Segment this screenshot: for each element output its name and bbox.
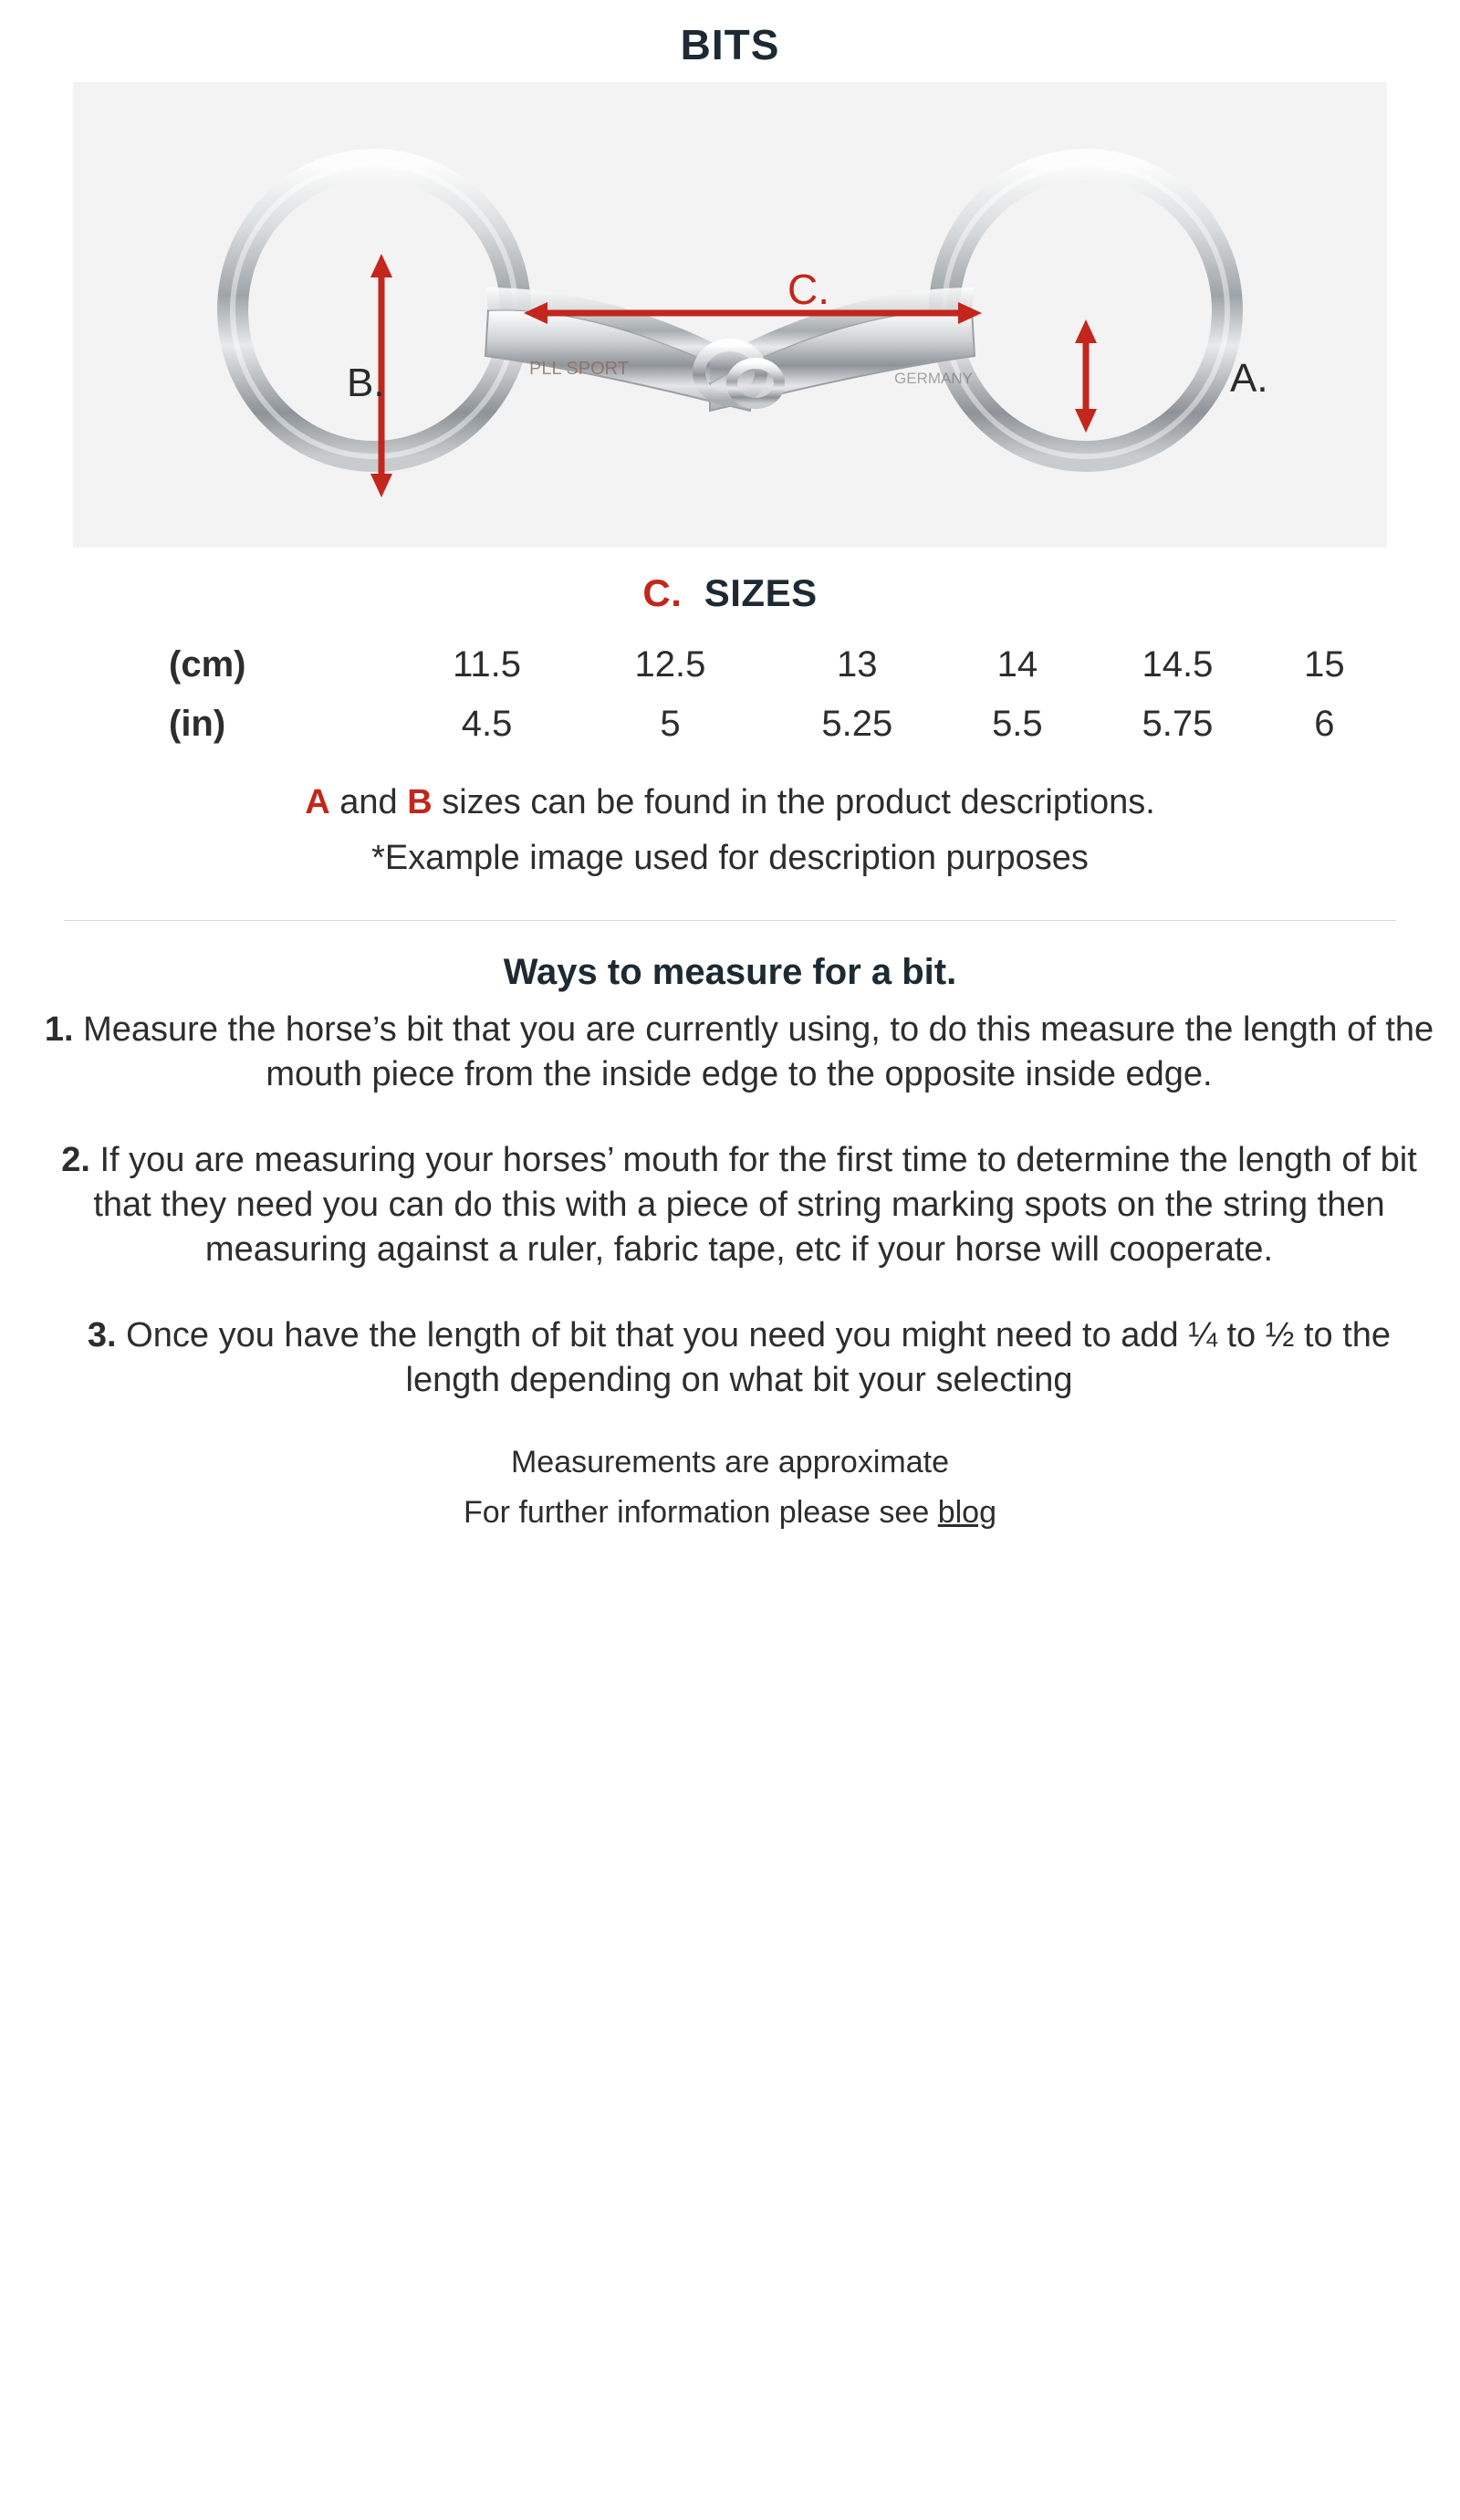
label-c: C. — [787, 266, 829, 313]
in-value-2: 5.25 — [821, 704, 893, 744]
cm-value-5: 15 — [1304, 644, 1345, 685]
cm-value-0: 11.5 — [453, 644, 521, 685]
step-3 — [36, 1313, 1442, 1402]
sizes-heading — [36, 571, 1424, 615]
step-2-number: 2. — [61, 1141, 90, 1180]
label-b: B. — [347, 361, 385, 405]
svg-text:PLL SPORT: PLL SPORT — [529, 359, 629, 379]
divider — [64, 920, 1396, 921]
example-image-note: *Example image used for description purposes — [371, 839, 1089, 878]
note-and: and — [329, 783, 408, 821]
table-row — [82, 635, 1378, 695]
page-title: BITS — [680, 21, 780, 68]
in-value-4: 5.75 — [1142, 704, 1214, 744]
in-value-0: 4.5 — [461, 704, 513, 744]
step-1 — [36, 1008, 1442, 1096]
svg-text:GERMANY: GERMANY — [894, 370, 973, 387]
sizes-heading-label: SIZES — [704, 571, 818, 614]
note-letter-a: A — [305, 783, 330, 821]
step-3-number: 3. — [87, 1316, 117, 1355]
bit-diagram — [73, 82, 1387, 548]
in-value-1: 5 — [660, 704, 681, 744]
sizes-table — [82, 635, 1378, 754]
step-1-number: 1. — [44, 1010, 74, 1050]
unit-in: (in) — [169, 704, 226, 744]
step-2 — [36, 1138, 1442, 1271]
cm-value-4: 14.5 — [1142, 644, 1214, 685]
bit-illustration — [73, 82, 1387, 548]
further-info-line — [36, 1495, 1424, 1567]
in-value-5: 6 — [1314, 704, 1335, 744]
approximate-note: Measurements are approximate — [510, 1444, 949, 1480]
table-row — [82, 695, 1378, 754]
cm-value-3: 14 — [996, 644, 1038, 685]
note-letter-b: B — [407, 783, 433, 821]
bit-image — [73, 82, 1387, 548]
step-3-text: Once you have the length of bit that you need you might need to add ¼ to ½ to the length depending on what bit your selecting — [116, 1316, 1392, 1399]
in-value-3: 5.5 — [992, 704, 1043, 744]
note-rest: sizes can be found in the product descriptions. — [432, 783, 1155, 821]
step-1-text: Measure the horse’s bit that you are currently using, to do this measure the length of the mouth piece from the inside edge to the opposite inside edge. — [73, 1010, 1434, 1093]
ab-sizes-note — [36, 778, 1424, 828]
ways-heading: Ways to measure for a bit. — [503, 952, 957, 993]
further-info-text: For further information please see — [464, 1494, 938, 1530]
cm-value-1: 12.5 — [634, 644, 706, 685]
step-2-text: If you are measuring your horses’ mouth for the first time to determine the length of bit that they need you can do this with a piece of string marking spots on the string then measuring against a ruler, fabric tape, etc if your horse will cooperate. — [89, 1141, 1417, 1269]
cm-value-2: 13 — [837, 644, 878, 685]
blog-link[interactable]: blog — [937, 1494, 996, 1530]
sizes-heading-text — [694, 571, 704, 614]
label-a: A. — [1230, 356, 1268, 401]
sizes-heading-prefix: C. — [642, 571, 683, 614]
unit-cm: (cm) — [169, 644, 246, 685]
